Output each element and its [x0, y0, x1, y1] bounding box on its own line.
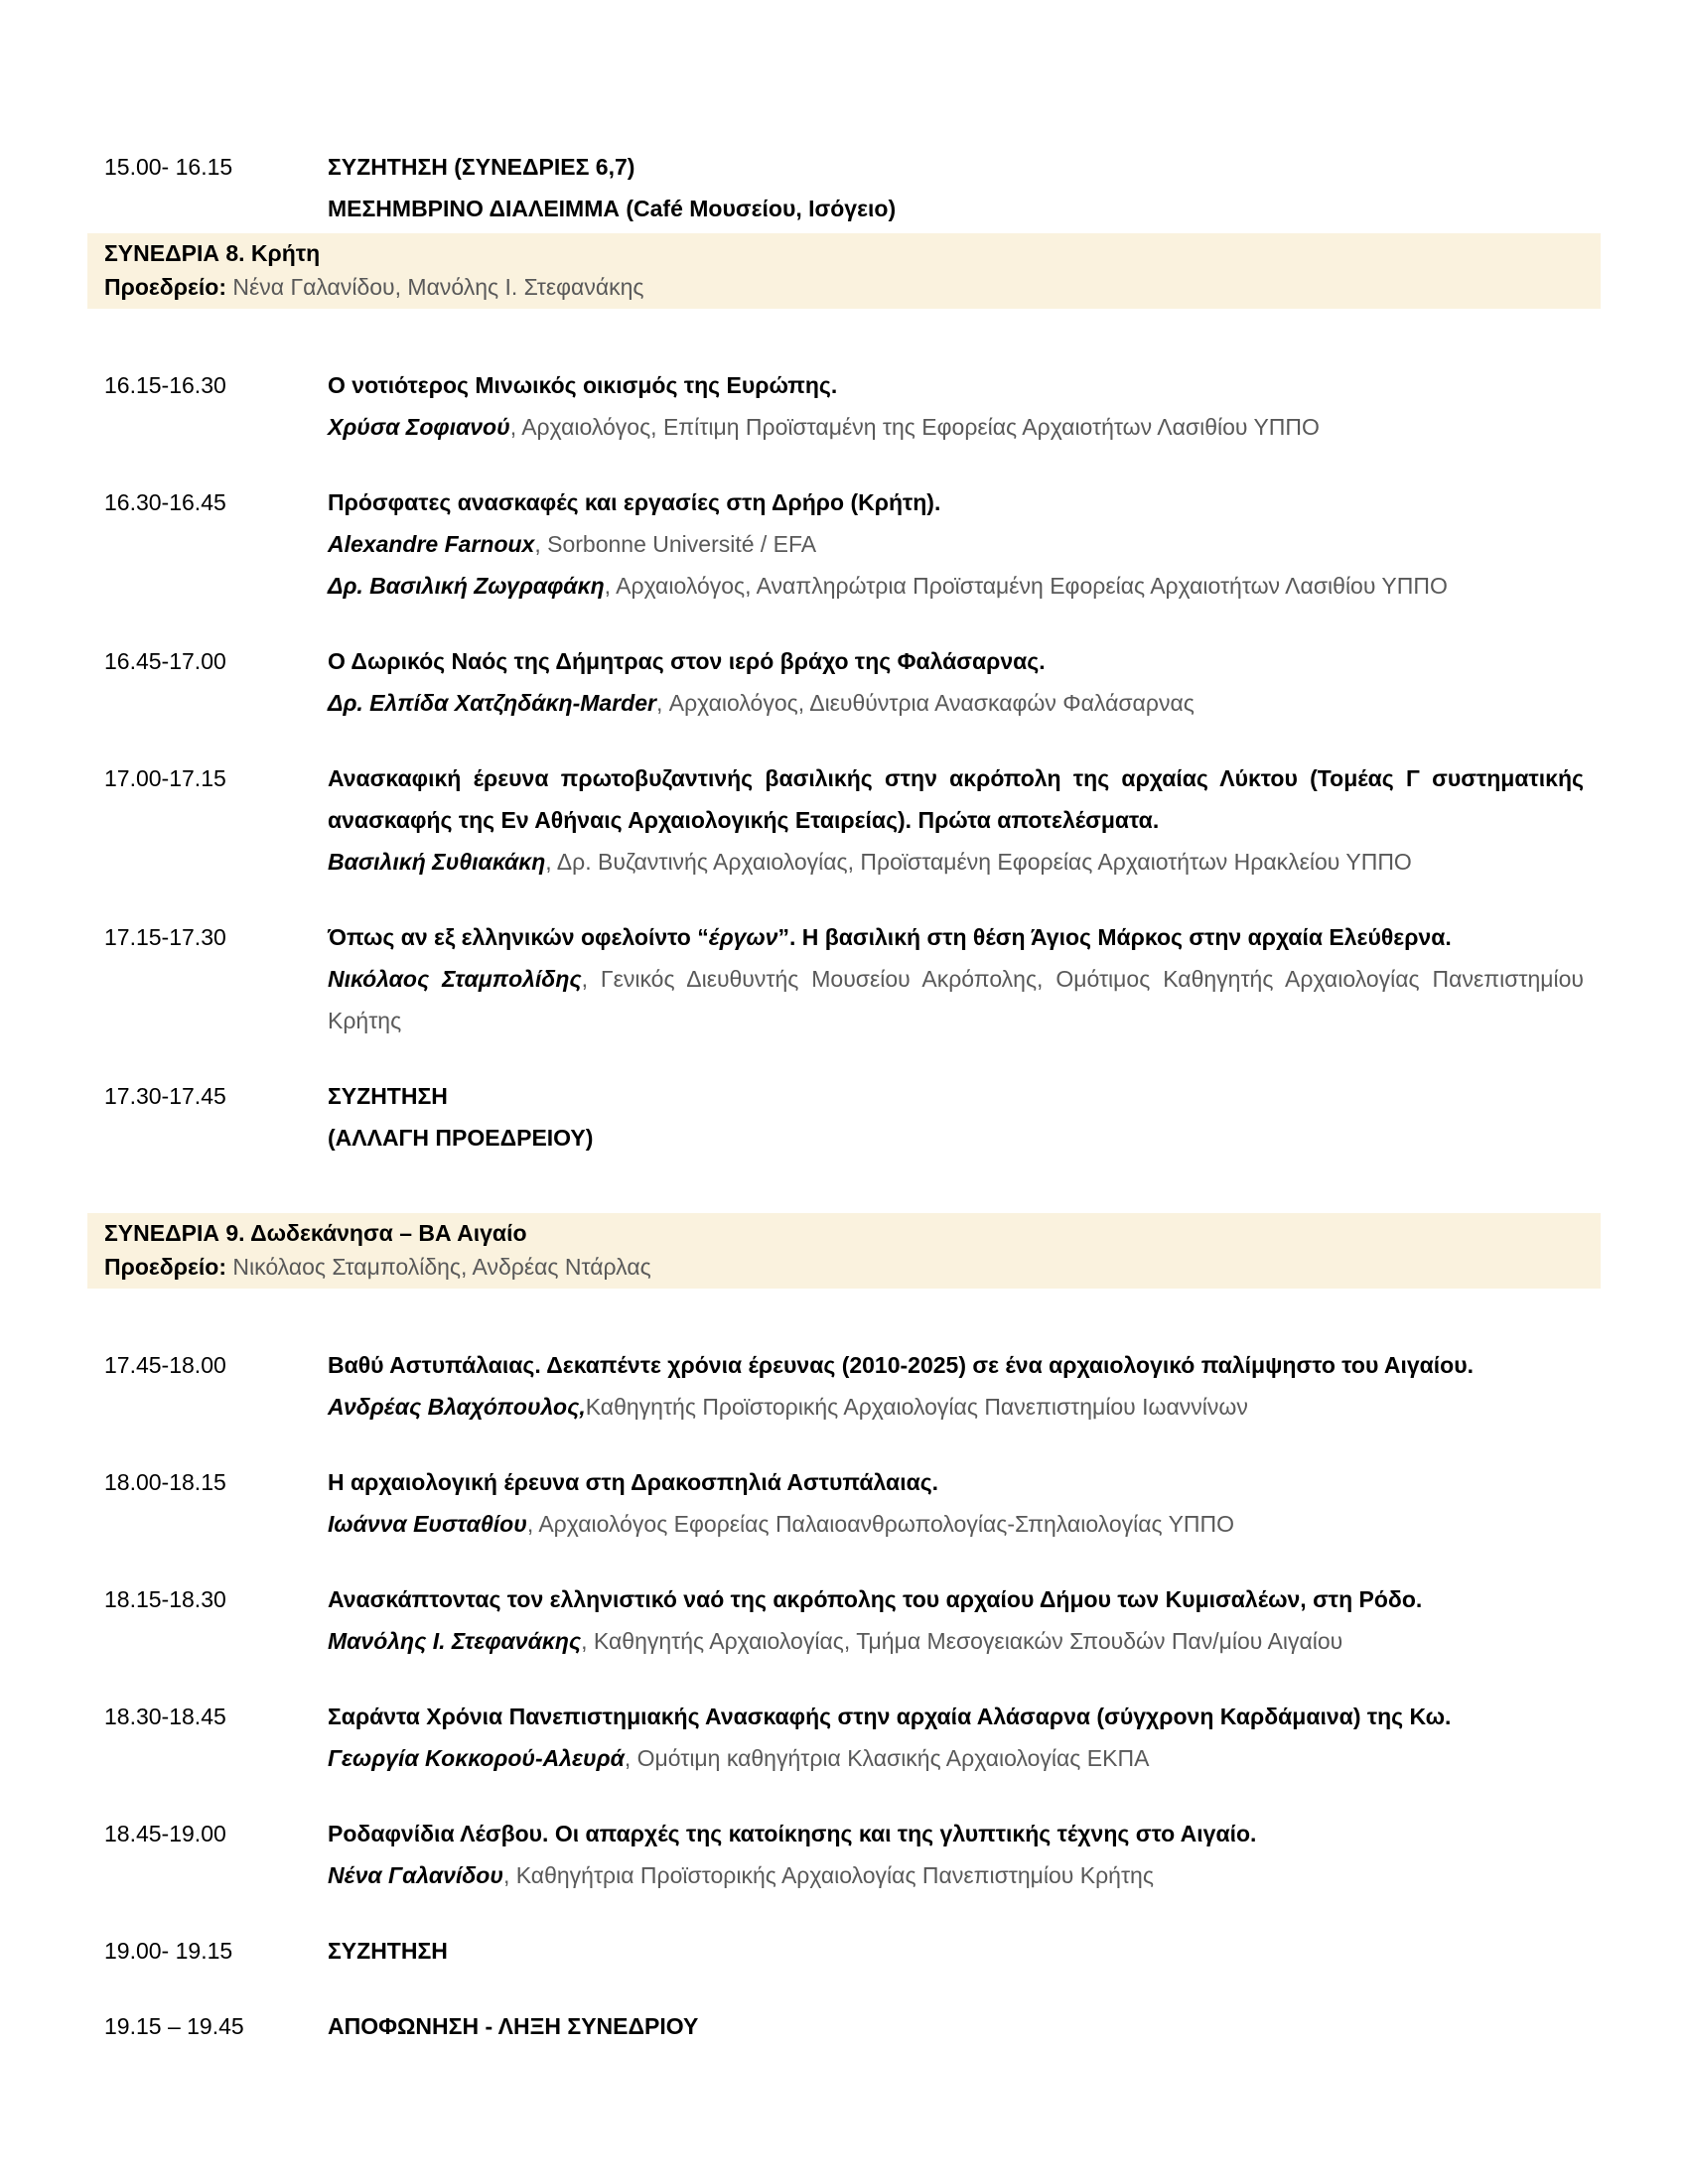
speaker-affiliation: , Αρχαιολόγος, Αναπληρώτρια Προϊσταμένη Εφορείας Αρχαιοτήτων Λασιθίου ΥΠΠΟ [604, 573, 1448, 599]
schedule-row-discussion-sessions-6-7 [104, 146, 1584, 229]
chairs-label: Προεδρείο: [104, 274, 226, 300]
title-text: ”. Η βασιλική στη θέση Άγιος Μάρκος στην αρχαία Ελεύθερνα. [777, 924, 1452, 950]
speaker-affiliation: , Καθηγήτρια Προϊστορικής Αρχαιολογίας Πανεπιστημίου Κρήτης [502, 1862, 1154, 1888]
talk-title [328, 916, 1584, 958]
talk-title: Ο Δωρικός Ναός της Δήμητρας στον ιερό βράχο της Φαλάσαρνας. [328, 648, 1046, 674]
speaker-name: Μανόλης Ι. Στεφανάκης [328, 1628, 582, 1654]
time-label: 17.15-17.30 [104, 924, 226, 950]
time-label: 17.45-18.00 [104, 1352, 226, 1378]
schedule-row-talk [104, 757, 1584, 883]
talk-speaker [328, 1503, 1584, 1545]
speaker-name: Ιωάννα Ευσταθίου [328, 1511, 527, 1537]
discussion-label: ΣΥΖΗΤΗΣΗ (ΣΥΝΕΔΡΙΕΣ 6,7) [328, 154, 635, 180]
schedule-row-talk [104, 640, 1584, 724]
session-8-chairs [104, 270, 1584, 304]
time-label: 19.15 – 19.45 [104, 2013, 244, 2039]
speaker-name: Νένα Γαλανίδου [328, 1862, 503, 1888]
time-label: 16.15-16.30 [104, 372, 226, 398]
title-text: Όπως αν εξ ελληνικών οφελοίντο “ [328, 924, 709, 950]
talk-speaker [328, 523, 1584, 565]
speaker-affiliation: , Ομότιμη καθηγήτρια Κλασικής Αρχαιολογίας ΕΚΠΑ [624, 1745, 1150, 1771]
time-label: 17.00-17.15 [104, 765, 226, 791]
talk-speaker [328, 406, 1584, 448]
discussion-label: ΣΥΖΗΤΗΣΗ [328, 1938, 448, 1964]
closing-label: ΑΠΟΦΩΝΗΣΗ - ΛΗΞΗ ΣΥΝΕΔΡΙΟΥ [328, 2013, 699, 2039]
talk-speaker [328, 565, 1584, 607]
talk-title: Βαθύ Αστυπάλαιας. Δεκαπέντε χρόνια έρευνας (2010-2025) σε ένα αρχαιολογικό παλίμψηστο του Αιγαίου. [328, 1352, 1475, 1378]
speaker-name: Χρύσα Σοφιανού [328, 414, 510, 440]
break-label: ΜΕΣΗΜΒΡΙΝΟ ΔΙΑΛΕΙΜΜΑ (Café Μουσείου, Ισόγειο) [328, 196, 897, 221]
speaker-affiliation: , Καθηγητής Αρχαιολογίας, Τμήμα Μεσογειακών Σπουδών Παν/μίου Αιγαίου [581, 1628, 1343, 1654]
speaker-affiliation: , Δρ. Βυζαντινής Αρχαιολογίας, Προϊσταμένη Εφορείας Αρχαιοτήτων Ηρακλείου ΥΠΠΟ [545, 849, 1412, 875]
speaker-name: Βασιλική Συθιακάκη [328, 849, 546, 875]
talk-title: Πρόσφατες ανασκαφές και εργασίες στη Δρήρο (Κρήτη). [328, 489, 941, 515]
speaker-affiliation: , Αρχαιολόγος, Επίτιμη Προϊσταμένη της Εφορείας Αρχαιοτήτων Λασιθίου ΥΠΠΟ [509, 414, 1320, 440]
talk-title: Η αρχαιολογική έρευνα στη Δρακοσπηλιά Αστυπάλαιας. [328, 1469, 939, 1495]
talk-speaker [328, 1386, 1584, 1428]
talk-speaker [328, 841, 1584, 883]
session-8-header-band [87, 233, 1601, 309]
schedule-row-talk [104, 1696, 1584, 1779]
talk-speaker [328, 1854, 1584, 1896]
session-9-chairs [104, 1250, 1584, 1284]
time-label: 16.45-17.00 [104, 648, 226, 674]
time-label: 18.00-18.15 [104, 1469, 226, 1495]
speaker-name: Δρ. Βασιλική Ζωγραφάκη [328, 573, 605, 599]
schedule-row-talk [104, 481, 1584, 607]
session-8-title: ΣΥΝΕΔΡΙΑ 8. Κρήτη [104, 240, 321, 266]
schedule-row-talk [104, 1461, 1584, 1545]
schedule-row-discussion [104, 1930, 1584, 1972]
speaker-affiliation: , Αρχαιολόγος, Διευθύντρια Ανασκαφών Φαλάσαρνας [655, 690, 1195, 716]
title-quoted-word: έργων [708, 924, 778, 950]
talk-title: Ανασκάπτοντας τον ελληνιστικό ναό της ακρόπολης του αρχαίου Δήμου των Κυμισαλέων, στη Ρόδο. [328, 1586, 1423, 1612]
time-label: 17.30-17.45 [104, 1083, 226, 1109]
chair-change-label: (ΑΛΛΑΓΗ ΠΡΟΕΔΡΕΙΟΥ) [328, 1125, 594, 1151]
schedule-row-closing [104, 2005, 1584, 2047]
talk-title: Ανασκαφική έρευνα πρωτοβυζαντινής βασιλικής στην ακρόπολη της αρχαίας Λύκτου (Τομέας Γ συστηματικής ανασκαφής της Εν Αθήναις Αρχαιολογικής Εταιρείας). Πρώτα αποτελέσματα. [328, 765, 1584, 833]
time-label: 18.15-18.30 [104, 1586, 226, 1612]
talk-title: Ροδαφνίδια Λέσβου. Οι απαρχές της κατοίκησης και της γλυπτικής τέχνης στο Αιγαίο. [328, 1821, 1257, 1846]
time-label: 19.00- 19.15 [104, 1938, 233, 1964]
chairs-label: Προεδρείο: [104, 1254, 226, 1280]
speaker-affiliation: , Γενικός Διευθυντής Μουσείου Ακρόπολης, Ομότιμος Καθηγητής Αρχαιολογίας Πανεπιστημίου Κρήτης [328, 966, 1584, 1033]
speaker-name: Γεωργία Κοκκορού-Αλευρά [328, 1745, 625, 1771]
time-label: 18.45-19.00 [104, 1821, 226, 1846]
discussion-label: ΣΥΖΗΤΗΣΗ [328, 1083, 448, 1109]
speaker-name: Δρ. Ελπίδα Χατζηδάκη-Marder [328, 690, 656, 716]
schedule-row-talk [104, 1578, 1584, 1662]
speaker-name: Νικόλαος Σταμπολίδης [328, 966, 582, 992]
schedule-row-talk [104, 364, 1584, 448]
talk-title: Σαράντα Χρόνια Πανεπιστημιακής Ανασκαφής στην αρχαία Αλάσαρνα (σύγχρονη Καρδάμαινα) της Κω. [328, 1704, 1452, 1729]
speaker-name: Ανδρέας Βλαχόπουλος, [328, 1394, 586, 1420]
schedule-row-talk [104, 1813, 1584, 1896]
speaker-affiliation: , Αρχαιολόγος Εφορείας Παλαιοανθρωπολογίας-Σπηλαιολογίας ΥΠΠΟ [526, 1511, 1235, 1537]
speaker-name: Alexandre Farnoux [328, 531, 535, 557]
talk-speaker [328, 1737, 1584, 1779]
chairs-names: Νικόλαος Σταμπολίδης, Ανδρέας Ντάρλας [226, 1254, 651, 1280]
talk-title: Ο νοτιότερος Μινωικός οικισμός της Ευρώπης. [328, 372, 838, 398]
session-9-header-band [87, 1213, 1601, 1289]
chairs-names: Νένα Γαλανίδου, Μανόλης Ι. Στεφανάκης [226, 274, 644, 300]
talk-speaker [328, 1620, 1584, 1662]
time-label: 15.00- 16.15 [104, 154, 233, 180]
schedule-row-discussion [104, 1075, 1584, 1159]
talk-speaker [328, 958, 1584, 1041]
speaker-affiliation: , Sorbonne Université / EFA [534, 531, 817, 557]
time-label: 16.30-16.45 [104, 489, 226, 515]
time-label: 18.30-18.45 [104, 1704, 226, 1729]
schedule-row-talk [104, 916, 1584, 1041]
speaker-affiliation: Καθηγητής Προϊστορικής Αρχαιολογίας Πανεπιστημίου Ιωαννίνων [585, 1394, 1248, 1420]
talk-speaker [328, 682, 1584, 724]
schedule-row-talk [104, 1344, 1584, 1428]
session-9-title: ΣΥΝΕΔΡΙΑ 9. Δωδεκάνησα – ΒΑ Αιγαίο [104, 1220, 527, 1246]
